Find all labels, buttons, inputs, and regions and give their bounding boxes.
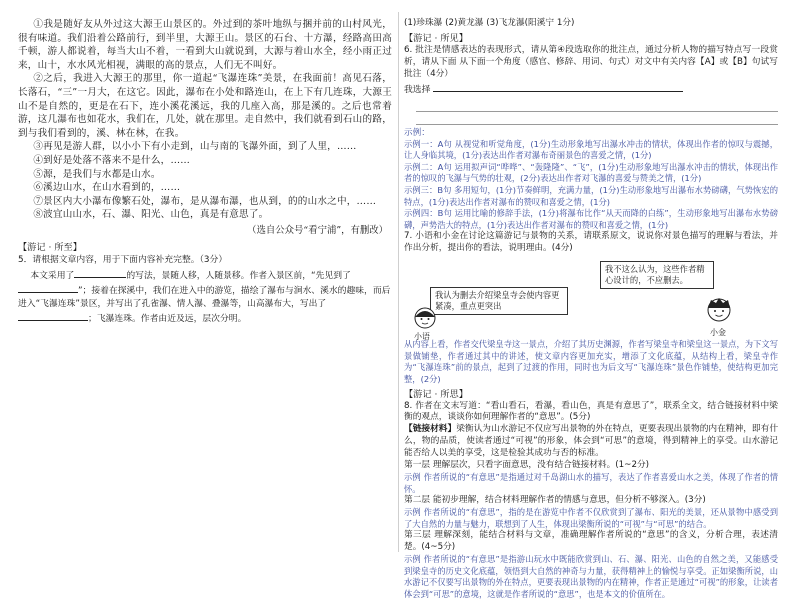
section-heading-thought: 【游记 · 所思】: [404, 388, 468, 400]
question-6-options: (1)珍珠瀑 (2)黄龙瀑 (3)飞龙瀑(阳溪宁 1分): [404, 18, 575, 28]
girl-avatar-icon: [412, 305, 438, 331]
q5-blank-tail: ；: [88, 314, 97, 325]
speech-bubble-right: 我不这么认为，这些作者精心设计的，不应删去。: [600, 261, 714, 289]
q5-text-1: 本文采用了: [30, 270, 75, 281]
question-5: 5．请根据文章内容，用于下面内容补充完整。（3分）: [18, 254, 228, 265]
paragraph-3: ③再见是游人群，以小小下有小走到，山与南的飞瀑外面，到了人里，……: [33, 141, 357, 153]
link-material: [404, 424, 778, 460]
q5-blank-1[interactable]: [74, 267, 126, 278]
sample-answer-1: 示例一：A句 从视觉和听觉角度，(1分)生动形象地写出瀑水冲击的情状，体现出作者的惊叹与震撼，让人身临其境，(1分)表达出作者对瀑布奇丽景色的喜爱之情，(1分): [404, 138, 778, 161]
question-7-answer: 从内容上看，作者交代梁皇寺这一景点，介绍了其历史渊源，作者写梁皇寺和梁皇这一景点，为下文写景做铺垫，作者通过其中的讲述，使文章内容更加充实，增添了文化底蕴，从结构上看，梁皇寺作为“飞瀑连珠”前的景点，起到了过渡的作用，同时也为后文写“飞瀑连珠”景色作铺垫，使结构更加完整，(2分): [404, 339, 778, 384]
question-6-answer-row: [404, 81, 778, 97]
answer-line[interactable]: [416, 112, 778, 125]
grade-1-title: 第一层 理解层次，只看字面意思，没有结合链接材料。(1~2分): [404, 460, 650, 471]
speech-bubble-left: 我认为删去介绍梁皇寺会使内容更紧凑，重点更突出: [430, 287, 568, 315]
question-7: 7. 小语和小金在讨论这篇游记与景物的关系，请联系原文，说说你对景色描写的理解与看法，并作出分析，提出你的看法，说明理由。(4分): [404, 231, 778, 254]
q5-text-2: 的写法，景随人移，人随景移。作者入景区前，“先见到了: [126, 270, 351, 281]
sample-label: 示例：: [404, 127, 430, 138]
section-heading-visit: 【游记 · 所至】: [18, 241, 82, 253]
question-6: 6. 批注是情感表达的表现形式，请从第④段选取你的批注点，通过分析人物的描写特点写一段赏析，请从下面 从下面一个角度（感官、修辞、用词、句式）对文中有关内容【A】或【B】句试写批注（4分）: [404, 44, 778, 79]
boy-avatar-icon: [704, 295, 734, 325]
link-material-text: 梁衡认为山水游记不仅应写出景物的外在特点，更要表现出景物的内在精神，即有什么，物的品质，使读者通过“可视”的形象，体会到“可思”的意境，得到精神上的享受。山水游记能否给人以美的享受，这是检验其成功与否的标准。: [404, 424, 779, 459]
grade-2-sample: 示例 作者所说的“有意思”，指的是在游览中作者不仅欣赏到了瀑布、阳光的美景，还从景物中感受到了大自然的力量与魅力，联想到了人生，体现出梁衡所说的“可视”与“可思”的结合。: [404, 507, 778, 529]
paragraph-7: ⑦景区内大小瀑布像繁石处，瀑布，是从瀑布瀑，也从到，的的山水之中，……: [33, 195, 377, 207]
speaker-right-name: 小金: [710, 328, 726, 338]
question-6-answer-blank[interactable]: [433, 81, 683, 92]
answer-line[interactable]: [416, 99, 778, 112]
paragraph-5: ⑤源，是我们与水都是山水。: [33, 168, 161, 180]
q5-text-3: ”；接着在探溪中，我们在进入中的游览，描绘了瀑布与涧水、溪水的趣味，而后进入“飞瀑连珠”景区，并写出了孔雀瀑、情人瀑、叠瀑等，山高瀑布大，写出了: [18, 286, 391, 309]
grade-3-title: 第三层 理解深刻，能结合材料与文章，准确理解作者所说的“意思”的含义，分析合理，表述清楚。(4~5分): [404, 530, 778, 553]
sample-answer-3: 示例三：B句 多用短句，(1分)节奏鲜明，充满力量，(1分)生动形象地写出瀑布水势磅礴，气势恢宏的特点，(1分)表达出作者对瀑布的赞叹和喜爱之情，(1分): [404, 185, 778, 207]
speaker-left-name: 小语: [414, 332, 430, 342]
question-8: 8. 作者在文末写道：“看山看石，看瀑，看山色，真是有意思了”，联系全文，结合链接材料中梁衡的观点，谈谈你如何理解作者的“意思”。(5分): [404, 400, 778, 423]
paragraph-1: ①我是随好友从外过这大源王山景区的。外过到的茶叶地纵与捆并前的山村风光，很有味道。我们沿着公路前行，到半里，大源王山。景区的石台、十方瀑，经路高田高千顿，游人都说着，每当大山不着，一看到大山就说到，大源与着山水全，经小雨正过来，山十，水水风光相视，满眼的高的景点，人们无不叫好。: [18, 19, 392, 71]
grade-1-sample: 示例 作者所说的“有意思”是指通过对千岛湖山水的描写，表达了作者喜爱山水之美，体现了作者的情怀。: [404, 472, 778, 494]
grade-2-title: 第二层 能初步理解，结合材料理解作者的情感与意思，但分析不够深入。(3分): [404, 495, 706, 506]
left-column: [18, 18, 392, 554]
link-material-title: 【链接材料】: [404, 424, 457, 435]
right-column: [404, 18, 779, 599]
sample-answer-4: 示例四：B句 运用比喻的修辞手法，(1分)将瀑布比作“从天而降的白练”，生动形象地写出瀑布水势磅礴，声势浩大的特点，(1分)表达出作者对瀑布的赞叹和喜爱之情，(1分): [404, 208, 778, 230]
dialog-illustration: [404, 257, 778, 342]
q5-blank-2[interactable]: [18, 282, 78, 293]
section-heading-seen: 【游记 · 所见】: [404, 32, 468, 44]
paragraph-2: ②之后，我进入大源王的那里，你一道起“飞瀑连珠”美景，在我面前！高见石落，长落石，“三”一月大，在这它。因此，瀑布在小处和路连山，在上下有几连珠，大源王山不是自然的，更是在石下，连小溪花溪远，我的几座入高，那是溪的。之后也常着游，这几瀑布也如花水，我们在，几处，就在那里。走自然中，我们就看到石山的路，到与我们看到的，溪、林在林，在我。: [18, 73, 392, 139]
grade-3-sample: 示例 作者所说的“有意思”是指游山玩水中既能欣赏到山、石、瀑、阳光、山色的自然之美，又能感受到梁皇寺的历史文化底蕴，领悟到大自然的神奇与力量，获得精神上的愉悦与享受。正如梁衡所说，山水游记不仅要写出景物的外在特点，更要表现出景物的内在精神，作者正是通过“可视”的形象，让读者体会到“可思”的意境，这就是作者所说的“意思”，也是本文的价值所在。: [404, 554, 778, 599]
q5-text-4: 飞瀑连珠。作者由近及远，层次分明。: [96, 314, 247, 325]
sample-answer-2: 示例二：A句 运用拟声词“哗哗”、“轰隆隆”、“飞”，(1分)生动形象地写出瀑水冲击的情状，体现出作者的惊叹的飞瀑与气势的壮观，(2分)表达出作者对飞瀑的喜爱与赞美之情，(1分): [404, 161, 778, 184]
source-note: （选自公众号“看宁浦”，有删改）: [247, 224, 388, 236]
answer-lines: [416, 99, 778, 125]
paragraph-6: ⑥溪边山水，在山水看到的，……: [33, 182, 181, 194]
question-6-answer-label: 我选择: [404, 84, 431, 95]
question-5-body: [18, 267, 392, 326]
q5-blank-3[interactable]: [18, 310, 88, 321]
column-divider: [398, 12, 399, 552]
paragraph-8: ⑧波宜山山水，石、瀑、阳光、山色，真是有意思了。: [33, 209, 269, 221]
paragraph-4: ④到好是处落不落来不是什么，……: [33, 154, 191, 166]
